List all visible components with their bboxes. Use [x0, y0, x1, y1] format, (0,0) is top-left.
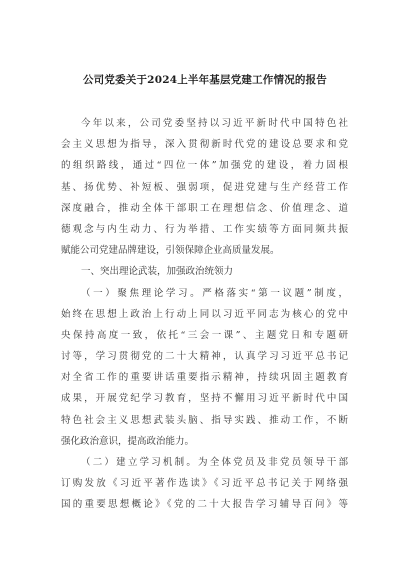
paragraph-line: 会主义思想为指导，深入贯彻新时代党的建设总要求和党	[61, 139, 348, 151]
paragraph-line: 讨等，学习贯彻党的二十大精神，认真学习习近平总书记	[61, 351, 348, 363]
document-body	[61, 113, 348, 516]
paragraph-line: 深度融合，推动全体干部职工在理想信念、价值理念、道	[61, 202, 348, 214]
paragraph-line: 今年以来，公司党委坚持以习近平新时代中国特色社	[81, 118, 348, 129]
paragraph-line: 对全省工作的重要讲话重要指示精神，持续巩固主题教育	[61, 372, 348, 384]
paragraph-line: 德观念与内生动力、行为举措、工作实绩等方面同频共振	[61, 223, 348, 235]
paragraph-line: 特色社会主义思想武装头脑、指导实践、推动工作，不断	[61, 414, 348, 426]
paragraph-line: 基、扬优势、补短板、强弱项，促进党建与生产经营工作	[61, 181, 348, 193]
paragraph-line: 央保持高度一致，依托“三会一课”、主题党日和专题研	[61, 329, 348, 341]
document-title: 公司党委关于2024上半年基层党建工作情况的报告	[82, 74, 328, 86]
paragraph-line: 始终在思想上政治上行动上同以习近平同志为核心的党中	[61, 308, 348, 320]
paragraph-line: 赋能公司党建品牌建设，引领保障企业高质量发展。	[61, 245, 280, 257]
paragraph-line: （二）建立学习机制。为全体党员及非党员领导干部	[81, 457, 348, 468]
paragraph-line: 成果，开展党纪学习教育，坚持不懈用习近平新时代中国	[61, 393, 348, 405]
paragraph-line: 的组织路线，通过“四位一体”加强党的建设，着力固根	[61, 160, 348, 172]
paragraph-line: 强化政治意识，提高政治能力。	[61, 435, 195, 447]
paragraph-line: 国的重要思想概论》《党的二十大报告学习辅导百问》等	[61, 499, 348, 511]
paragraph-line: （一）聚焦理论学习。严格落实“第一议题”制度，	[81, 287, 348, 299]
section-heading: 一、突出理论武装，加强政治统领力	[81, 266, 234, 278]
paragraph-line: 订购发放《习近平著作选读》《习近平总书记关于网络强	[61, 478, 348, 490]
